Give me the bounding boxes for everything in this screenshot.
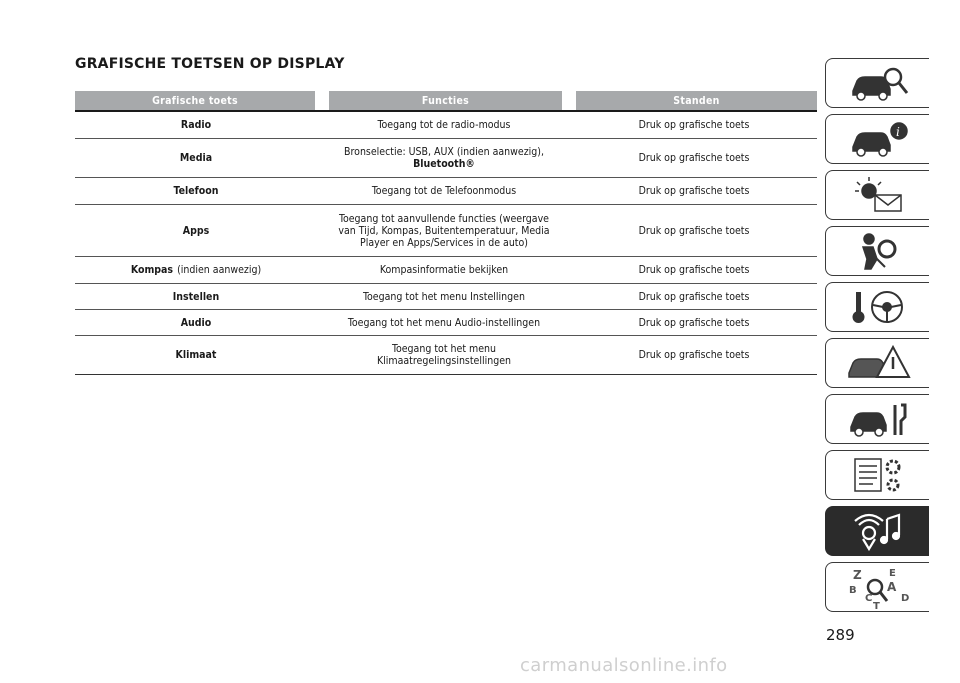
header-grafische-toets: Grafische toets [75, 91, 315, 110]
row-function: Bronselectie: USB, AUX (indien aanwezig), Bluetooth® [344, 146, 544, 170]
row-function: Toegang tot de radio-modus [377, 119, 511, 131]
tab-alphabet-index[interactable] [825, 562, 929, 612]
table-row [75, 257, 817, 284]
svg-text:i: i [895, 125, 900, 139]
header-standen: Standen [576, 91, 817, 110]
tab-car-tools[interactable] [825, 394, 929, 444]
row-mode: Druk op grafische toets [638, 264, 750, 276]
table-header [75, 91, 817, 112]
row-mode: Druk op grafische toets [638, 119, 750, 131]
page-number: 289 [826, 626, 855, 644]
row-key: Audio [180, 316, 212, 329]
row-mode: Druk op grafische toets [638, 290, 750, 303]
svg-text:T: T [872, 601, 880, 609]
row-key: Instellen [172, 290, 220, 303]
table-row [75, 112, 817, 139]
row-mode: Druk op grafische toets [638, 349, 750, 361]
tab-airbag[interactable] [825, 226, 929, 276]
svg-text:E: E [888, 568, 896, 579]
svg-text:Z: Z [852, 568, 862, 582]
row-function: Toegang tot de Telefoonmodus [371, 185, 517, 197]
row-function: Toegang tot het menu Audio-instellingen [347, 316, 541, 329]
lights-mail-icon [843, 173, 913, 217]
row-key: Media [179, 152, 213, 164]
row-key: Klimaat [175, 349, 217, 361]
steering-wheel-icon [843, 285, 913, 329]
tab-lights-mail[interactable] [825, 170, 929, 220]
row-function: Kompasinformatie bekijken [379, 264, 509, 276]
row-function: Toegang tot aanvullende functies (weergave van Tijd, Kompas, Buitentemperatuur, Media Player en Apps/Services in de auto) [338, 212, 550, 249]
section-title: GRAFISCHE TOETSEN OP DISPLAY [75, 56, 345, 72]
table-row [75, 336, 817, 375]
tab-car-info[interactable] [825, 114, 929, 164]
row-key: Radio [180, 119, 212, 131]
row-function: Toegang tot het menu Klimaatregelingsinstellingen [376, 343, 512, 367]
tab-multimedia[interactable] [825, 506, 929, 556]
row-key: Kompas (indien aanwezig) [130, 264, 262, 276]
buttons-table [75, 91, 817, 375]
car-tools-icon [843, 397, 913, 441]
row-key: Apps [182, 224, 210, 237]
svg-text:D: D [900, 593, 909, 604]
row-mode: Druk op grafische toets [638, 224, 750, 237]
tab-steering-wheel[interactable] [825, 282, 929, 332]
tab-car-warning[interactable] [825, 338, 929, 388]
car-warning-icon [843, 341, 913, 385]
svg-text:C: C [864, 593, 872, 604]
car-info-icon [843, 117, 913, 161]
multimedia-icon [843, 509, 913, 553]
svg-text:B: B [848, 585, 857, 596]
table-row [75, 139, 817, 178]
row-mode: Druk op grafische toets [638, 316, 750, 329]
row-function: Toegang tot het menu Instellingen [363, 290, 525, 303]
table-row [75, 205, 817, 257]
airbag-icon [843, 229, 913, 273]
alphabet-index-icon [843, 565, 913, 609]
table-row [75, 178, 817, 205]
car-search-icon [843, 61, 913, 105]
row-mode: Druk op grafische toets [638, 152, 750, 164]
row-mode: Druk op grafische toets [638, 185, 750, 197]
header-functies: Functies [329, 91, 562, 110]
table-row [75, 310, 817, 336]
watermark: carmanualsonline.info [520, 655, 728, 676]
row-key: Telefoon [173, 185, 219, 197]
tab-list-gear[interactable] [825, 450, 929, 500]
list-gear-icon [843, 453, 913, 497]
svg-text:A: A [886, 580, 896, 594]
table-row [75, 284, 817, 310]
tab-car-search[interactable] [825, 58, 929, 108]
